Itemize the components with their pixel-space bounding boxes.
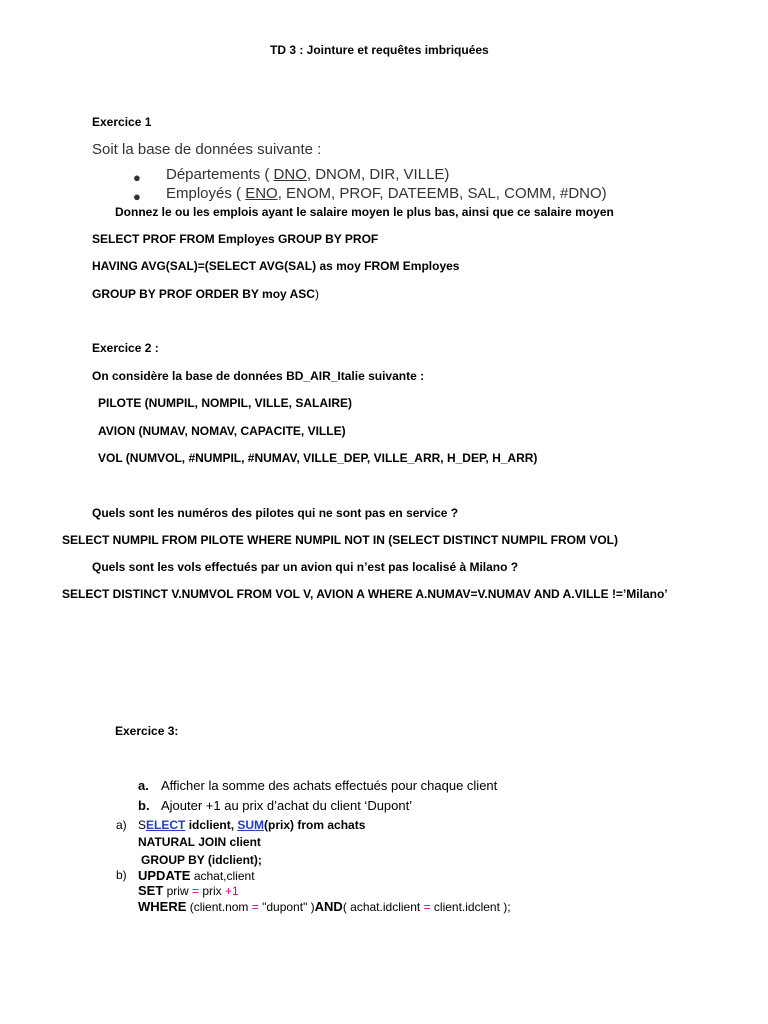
solution-a-line-2: NATURAL JOIN client <box>138 835 261 849</box>
solution-a-line-1: SELECT idclient, SUM(prix) from achats <box>138 818 366 832</box>
solution-b-line-1: UPDATE achat,client <box>138 868 255 883</box>
exercise-1-heading: Exercice 1 <box>92 115 152 129</box>
bullet-icon: ● <box>133 170 141 185</box>
exercise-2-intro: On considère la base de données BD_AIR_Italie suivante : <box>92 369 425 383</box>
exercise-1-sql-line-2: HAVING AVG(SAL)=(SELECT AVG(SAL) as moy FROM Employes <box>92 259 460 273</box>
exercise-2-answer-1: SELECT NUMPIL FROM PILOTE WHERE NUMPIL NOT IN (SELECT DISTINCT NUMPIL FROM VOL) <box>62 533 618 547</box>
exercise-3-item-a-marker: a. <box>138 778 149 793</box>
exercise-3-item-b-marker: b. <box>138 798 150 813</box>
exercise-2-heading: Exercice 2 : <box>92 341 159 355</box>
exercise-1-intro: Soit la base de données suivante : <box>92 141 322 158</box>
exercise-3-item-a: Afficher la somme des achats effectués pour chaque client <box>161 778 498 793</box>
bullet-icon: ● <box>133 189 141 204</box>
relation-avion: AVION (NUMAV, NOMAV, CAPACITE, VILLE) <box>98 424 346 438</box>
exercise-1-question: Donnez le ou les emplois ayant le salaire moyen le plus bas, ainsi que ce salaire moyen <box>115 205 614 219</box>
exercise-3-item-b: Ajouter +1 au prix d’achat du client ‘Dupont’ <box>161 798 413 813</box>
schema-departements: Départements ( DNO, DNOM, DIR, VILLE) <box>166 166 450 183</box>
relation-vol: VOL (NUMVOL, #NUMPIL, #NUMAV, VILLE_DEP, VILLE_ARR, H_DEP, H_ARR) <box>98 451 538 465</box>
exercise-1-sql-line-3: GROUP BY PROF ORDER BY moy ASC) <box>92 287 319 301</box>
relation-pilote: PILOTE (NUMPIL, NOMPIL, VILLE, SALAIRE) <box>98 396 352 410</box>
solution-a-marker: a) <box>116 818 127 832</box>
solution-b-line-3: WHERE (client.nom = "dupont" )AND( achat.idclient = client.idclent ); <box>138 899 511 914</box>
solution-a-line-3: GROUP BY (idclient); <box>141 853 262 867</box>
exercise-2-question-1: Quels sont les numéros des pilotes qui ne sont pas en service ? <box>92 506 459 520</box>
exercise-3-heading: Exercice 3: <box>115 724 179 738</box>
page-title: TD 3 : Jointure et requêtes imbriquées <box>270 43 489 57</box>
exercise-2-question-2: Quels sont les vols effectués par un avion qui n’est pas localisé à Milano ? <box>92 560 519 574</box>
solution-b-line-2: SET priw = prix +1 <box>138 883 239 898</box>
solution-b-marker: b) <box>116 868 127 882</box>
schema-employes: Employés ( ENO, ENOM, PROF, DATEEMB, SAL, COMM, #DNO) <box>166 185 607 202</box>
exercise-1-sql-line-1: SELECT PROF FROM Employes GROUP BY PROF <box>92 232 379 246</box>
exercise-2-answer-2: SELECT DISTINCT V.NUMVOL FROM VOL V, AVION A WHERE A.NUMAV=V.NUMAV AND A.VILLE !=’Milano’ <box>62 587 668 601</box>
